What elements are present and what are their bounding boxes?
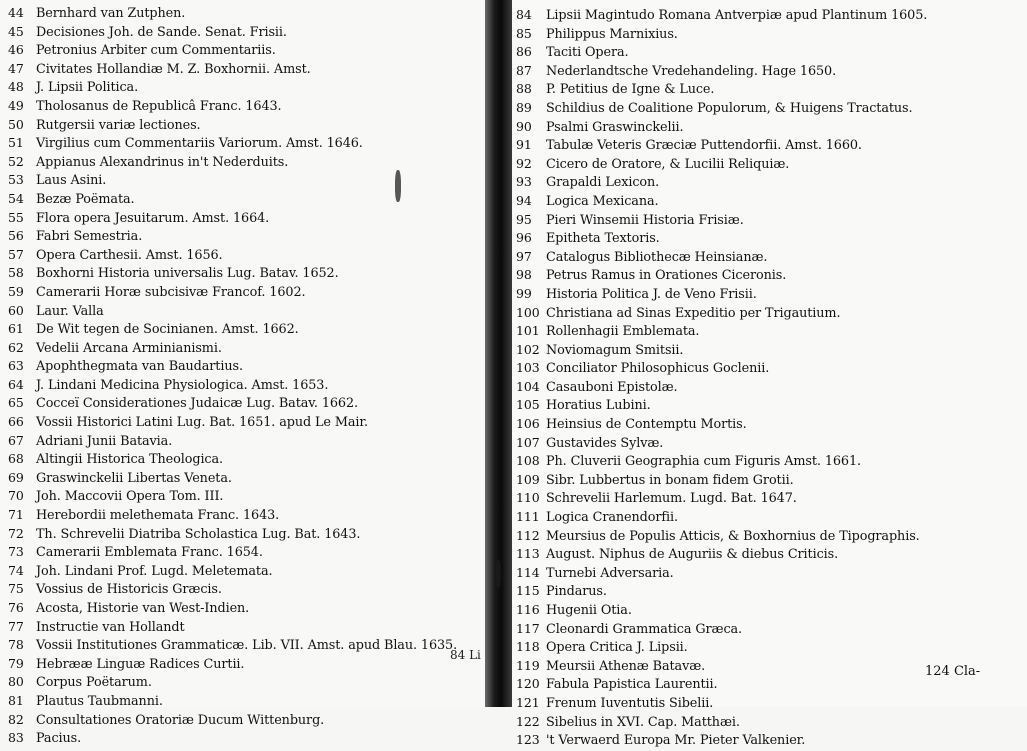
catalog-entry <box>516 25 1021 44</box>
catalog-entry <box>8 394 478 413</box>
entry-title: 't Verwaerd Europa Mr. Pieter Valkenier. <box>546 733 806 749</box>
entry-number: 88 <box>516 81 532 97</box>
entry-title: Vossii Historici Latini Lug. Bat. 1651. apud Le Mair. <box>36 415 368 431</box>
entry-title: Cocceï Considerationes Judaicæ Lug. Batav. 1662. <box>36 396 358 412</box>
catalog-entry <box>516 341 1021 360</box>
entry-number: 97 <box>516 248 532 264</box>
entry-title: J. Lipsii Politica. <box>36 80 139 96</box>
entry-number: 81 <box>8 692 24 708</box>
catalog-entry <box>516 396 1021 415</box>
catalog-entry <box>516 545 1021 564</box>
entry-title: Schrevelii Harlemum. Lugd. Bat. 1647. <box>546 491 797 507</box>
entry-number: 122 <box>516 713 540 729</box>
catalog-entry <box>8 673 478 692</box>
left-catchword: 84 Li <box>450 648 481 662</box>
catalog-entry <box>516 434 1021 453</box>
catalog-entry <box>516 359 1021 378</box>
entry-title: Sibelius in XVI. Cap. Matthæi. <box>546 714 740 730</box>
entry-title: Opera Critica J. Lipsii. <box>546 640 688 656</box>
entry-title: Opera Carthesii. Amst. 1656. <box>36 247 223 263</box>
entry-number: 76 <box>8 600 24 615</box>
entry-title: Catalogus Bibliothecæ Heinsianæ. <box>546 249 768 265</box>
entry-number: 93 <box>516 174 532 190</box>
entry-title: Instructie van Hollandt <box>36 619 185 635</box>
catalog-entry <box>516 322 1021 341</box>
entry-number: 114 <box>516 564 540 580</box>
right-entry-list <box>516 6 1021 750</box>
entry-number: 70 <box>8 488 24 504</box>
catalog-entry <box>516 136 1021 155</box>
catalog-entry <box>8 4 478 23</box>
catalog-entry <box>8 339 478 358</box>
catalog-entry <box>516 582 1021 601</box>
entry-number: 120 <box>516 676 540 692</box>
entry-title: Historia Politica J. de Veno Frisii. <box>546 286 757 302</box>
entry-number: 78 <box>8 637 24 653</box>
catalog-entry <box>8 23 478 42</box>
entry-number: 98 <box>516 267 532 283</box>
entry-title: Altingii Historica Theologica. <box>36 452 223 468</box>
entry-title: Hebrææ Linguæ Radices Curtii. <box>36 656 245 672</box>
entry-title: Appianus Alexandrinus in't Nederduits. <box>36 154 289 170</box>
entry-title: Sibr. Lubbertus in bonam fidem Grotii. <box>546 472 794 488</box>
entry-title: Tabulæ Veteris Græciæ Puttendorfii. Amst. 1660. <box>546 138 862 154</box>
entry-title: Laus Asini. <box>36 173 107 189</box>
entry-title: Decisiones Joh. de Sande. Senat. Frisii. <box>36 24 287 40</box>
entry-number: 101 <box>516 323 540 339</box>
catalog-entry <box>8 692 478 711</box>
entry-title: Laur. Valla <box>36 303 104 319</box>
entry-number: 111 <box>516 509 540 525</box>
entry-number: 95 <box>516 211 532 227</box>
entry-number: 54 <box>8 190 24 206</box>
entry-number: 89 <box>516 99 532 115</box>
entry-title: Joh. Maccovii Opera Tom. III. <box>36 489 224 505</box>
catalog-entry <box>8 78 478 97</box>
entry-number: 87 <box>516 62 532 78</box>
catalog-entry <box>516 173 1021 192</box>
entry-title: Petrus Ramus in Orationes Ciceronis. <box>546 268 787 284</box>
catalog-entry <box>516 508 1021 527</box>
entry-title: P. Petitius de Igne & Luce. <box>546 82 715 98</box>
catalog-entry <box>8 562 478 581</box>
catalog-entry <box>8 283 478 302</box>
entry-title: Frenum Iuventutis Sibelii. <box>546 695 714 711</box>
entry-title: Bezæ Poëmata. <box>36 191 135 207</box>
catalog-entry <box>8 525 478 544</box>
entry-title: Lipsii Magintudo Romana Antverpiæ apud Plantinum 1605. <box>546 8 928 23</box>
entry-title: August. Niphus de Auguriis & diebus Criticis. <box>546 547 839 563</box>
entry-number: 85 <box>516 25 532 41</box>
entry-number: 102 <box>516 341 540 357</box>
entry-number: 106 <box>516 416 540 432</box>
book-gutter <box>485 0 512 707</box>
catalog-entry <box>516 638 1021 657</box>
catalog-entry <box>516 211 1021 230</box>
right-page <box>512 0 1027 749</box>
catalog-entry <box>8 264 478 283</box>
catalog-entry <box>8 41 478 60</box>
entry-number: 115 <box>516 583 540 599</box>
right-catchword: 124 Cla- <box>925 664 981 679</box>
catalog-entry <box>516 527 1021 546</box>
entry-title: Conciliator Philosophicus Goclenii. <box>546 361 770 377</box>
entry-number: 117 <box>516 620 540 636</box>
entry-number: 48 <box>8 79 24 95</box>
entry-title: Rollenhagii Emblemata. <box>546 324 700 340</box>
entry-number: 44 <box>8 5 24 20</box>
entry-number: 112 <box>516 527 540 543</box>
entry-number: 110 <box>516 490 540 506</box>
entry-number: 105 <box>516 397 540 413</box>
entry-number: 73 <box>8 544 24 560</box>
entry-number: 49 <box>8 97 24 113</box>
catalog-entry <box>516 62 1021 81</box>
entry-number: 47 <box>8 60 24 76</box>
ink-smudge <box>496 560 501 588</box>
entry-number: 83 <box>8 730 24 746</box>
entry-number: 50 <box>8 116 24 132</box>
entry-title: Camerarii Emblemata Franc. 1654. <box>36 545 263 561</box>
catalog-entry <box>8 413 478 432</box>
entry-title: Flora opera Jesuitarum. Amst. 1664. <box>36 210 270 226</box>
entry-title: Camerarii Horæ subcisivæ Francof. 1602. <box>36 284 306 300</box>
entry-title: Corpus Poëtarum. <box>36 675 152 691</box>
catalog-entry <box>516 118 1021 137</box>
entry-number: 57 <box>8 246 24 262</box>
entry-number: 74 <box>8 562 24 578</box>
catalog-entry <box>8 97 478 116</box>
entry-title: Heinsius de Contemptu Mortis. <box>546 417 747 433</box>
catalog-entry <box>8 116 478 135</box>
entry-title: Virgilius cum Commentariis Variorum. Amst. 1646. <box>36 136 363 152</box>
entry-number: 51 <box>8 135 24 151</box>
entry-number: 91 <box>516 137 532 153</box>
catalog-entry <box>8 543 478 562</box>
entry-title: Vedelii Arcana Arminianismi. <box>36 340 222 356</box>
catalog-entry <box>516 378 1021 397</box>
entry-title: Vossius de Historicis Græcis. <box>36 582 222 598</box>
entry-number: 107 <box>516 434 540 450</box>
entry-number: 84 <box>516 7 532 22</box>
entry-title: Gustavides Sylvæ. <box>546 435 664 451</box>
entry-title: Plautus Taubmanni. <box>36 693 163 709</box>
entry-title: Acosta, Historie van West-Indien. <box>36 601 250 616</box>
catalog-entry <box>8 153 478 172</box>
entry-number: 66 <box>8 414 24 430</box>
catalog-entry <box>516 564 1021 583</box>
entry-title: Hugenii Otia. <box>546 603 632 618</box>
entry-title: Bernhard van Zutphen. <box>36 6 186 21</box>
entry-number: 86 <box>516 44 532 60</box>
entry-number: 113 <box>516 546 540 562</box>
entry-number: 79 <box>8 655 24 671</box>
catalog-entry <box>8 580 478 599</box>
ink-smudge <box>395 170 401 202</box>
catalog-entry <box>516 80 1021 99</box>
catalog-entry <box>8 711 478 730</box>
entry-title: Casauboni Epistolæ. <box>546 379 678 395</box>
catalog-entry <box>8 432 478 451</box>
entry-title: Cicero de Oratore, & Lucilii Reliquiæ. <box>546 156 790 172</box>
entry-title: J. Lindani Medicina Physiologica. Amst. 1653. <box>36 377 329 393</box>
catalog-entry <box>516 266 1021 285</box>
entry-title: Boxhorni Historia universalis Lug. Batav. 1652. <box>36 266 339 282</box>
entry-number: 77 <box>8 618 24 634</box>
catalog-entry <box>8 729 478 748</box>
entry-title: Consultationes Oratoriæ Ducum Wittenburg. <box>36 712 325 728</box>
entry-title: Cleonardi Grammatica Græca. <box>546 621 743 637</box>
entry-number: 90 <box>516 118 532 134</box>
entry-number: 64 <box>8 376 24 392</box>
entry-title: Fabula Papistica Laurentii. <box>546 677 718 693</box>
entry-number: 62 <box>8 339 24 355</box>
catalog-entry <box>8 246 478 265</box>
entry-title: Tholosanus de Republicâ Franc. 1643. <box>36 98 282 114</box>
entry-number: 119 <box>516 657 540 673</box>
entry-number: 72 <box>8 525 24 541</box>
entry-title: Herebordii melethemata Franc. 1643. <box>36 508 280 524</box>
entry-title: Meursius de Populis Atticis, & Boxhornius de Tipographis. <box>546 528 920 544</box>
entry-title: Apophthegmata van Baudartius. <box>36 359 243 375</box>
entry-number: 59 <box>8 283 24 299</box>
entry-number: 63 <box>8 358 24 374</box>
entry-number: 109 <box>516 471 540 487</box>
catalog-entry <box>8 227 478 246</box>
entry-title: Graswinckelii Libertas Veneta. <box>36 470 232 486</box>
left-page <box>0 0 485 747</box>
entry-number: 82 <box>8 711 24 727</box>
entry-title: Pacius. <box>36 731 82 747</box>
catalog-entry <box>516 452 1021 471</box>
catalog-entry <box>516 43 1021 62</box>
entry-title: Horatius Lubini. <box>546 398 651 414</box>
catalog-entry <box>516 713 1021 732</box>
entry-number: 45 <box>8 23 24 39</box>
catalog-entry <box>516 415 1021 434</box>
catalog-entry <box>8 171 478 190</box>
entry-number: 46 <box>8 42 24 58</box>
catalog-entry <box>516 229 1021 248</box>
entry-number: 94 <box>516 192 532 208</box>
catalog-entry <box>8 636 478 655</box>
entry-title: De Wit tegen de Socinianen. Amst. 1662. <box>36 322 299 338</box>
entry-number: 53 <box>8 172 24 188</box>
entry-title: Adriani Junii Batavia. <box>36 433 173 449</box>
catalog-entry <box>516 489 1021 508</box>
entry-title: Logica Cranendorfii. <box>546 510 678 526</box>
entry-number: 69 <box>8 469 24 485</box>
catalog-entry <box>8 320 478 339</box>
catalog-entry <box>8 209 478 228</box>
catalog-entry <box>8 357 478 376</box>
catalog-entry <box>8 599 478 618</box>
entry-title: Logica Mexicana. <box>546 193 659 209</box>
catalog-entry <box>8 487 478 506</box>
entry-title: Grapaldi Lexicon. <box>546 175 660 191</box>
entry-number: 52 <box>8 153 24 169</box>
entry-number: 58 <box>8 265 24 281</box>
entry-title: Philippus Marnixius. <box>546 26 678 42</box>
catalog-entry <box>8 60 478 79</box>
catalog-entry <box>516 248 1021 267</box>
entry-title: Schildius de Coalitione Populorum, & Huigens Tractatus. <box>546 100 913 116</box>
entry-number: 108 <box>516 453 540 469</box>
entry-title: Th. Schrevelii Diatriba Scholastica Lug. Bat. 1643. <box>36 526 361 542</box>
catalog-entry <box>8 506 478 525</box>
catalog-entry <box>516 620 1021 639</box>
entry-title: Epitheta Textoris. <box>546 231 660 247</box>
entry-number: 123 <box>516 732 540 748</box>
entry-number: 104 <box>516 378 540 394</box>
catalog-entry <box>516 731 1021 750</box>
entry-title: Joh. Lindani Prof. Lugd. Meletemata. <box>36 563 273 579</box>
entry-number: 56 <box>8 228 24 244</box>
catalog-entry <box>8 469 478 488</box>
catalog-entry <box>516 99 1021 118</box>
catalog-entry <box>516 285 1021 304</box>
entry-title: Civitates Hollandiæ M. Z. Boxhornii. Amst. <box>36 61 311 77</box>
catalog-entry <box>8 376 478 395</box>
entry-number: 80 <box>8 674 24 690</box>
entry-title: Pindarus. <box>546 584 607 600</box>
entry-number: 96 <box>516 230 532 246</box>
entry-number: 118 <box>516 639 540 655</box>
entry-title: Nederlandtsche Vredehandeling. Hage 1650. <box>546 63 837 79</box>
entry-number: 55 <box>8 209 24 225</box>
entry-number: 92 <box>516 155 532 171</box>
entry-title: Rutgersii variæ lectiones. <box>36 117 201 133</box>
catalog-entry <box>8 134 478 153</box>
entry-number: 116 <box>516 602 540 617</box>
entry-title: Turnebi Adversaria. <box>546 565 674 581</box>
entry-title: Noviomagum Smitsii. <box>546 342 684 358</box>
entry-title: Ph. Cluverii Geographia cum Figuris Amst. 1661. <box>546 454 861 470</box>
entry-number: 121 <box>516 694 540 710</box>
entry-title: Christiana ad Sinas Expeditio per Trigautium. <box>546 305 841 321</box>
entry-title: Meursii Athenæ Batavæ. <box>546 658 706 674</box>
catalog-entry <box>8 302 478 321</box>
entry-number: 61 <box>8 321 24 337</box>
entry-number: 103 <box>516 360 540 376</box>
catalog-entry <box>8 190 478 209</box>
catalog-entry <box>8 618 478 637</box>
entry-number: 75 <box>8 581 24 597</box>
catalog-entry <box>516 155 1021 174</box>
entry-number: 100 <box>516 304 540 320</box>
catalog-entry <box>516 6 1021 25</box>
catalog-entry <box>8 450 478 469</box>
catalog-entry <box>516 304 1021 323</box>
entry-title: Petronius Arbiter cum Commentariis. <box>36 43 276 59</box>
catalog-entry <box>516 471 1021 490</box>
entry-number: 67 <box>8 432 24 448</box>
entry-title: Vossii Institutiones Grammaticæ. Lib. VII. Amst. apud Blau. 1635. <box>36 638 458 654</box>
left-entry-list <box>8 4 478 748</box>
entry-title: Taciti Opera. <box>546 45 629 61</box>
entry-number: 71 <box>8 507 24 523</box>
entry-title: Pieri Winsemii Historia Frisiæ. <box>546 212 744 228</box>
entry-title: Fabri Semestria. <box>36 229 143 245</box>
entry-number: 60 <box>8 302 24 318</box>
catalog-entry <box>8 655 478 674</box>
catalog-entry <box>516 694 1021 713</box>
catalog-entry <box>516 192 1021 211</box>
entry-number: 99 <box>516 285 532 301</box>
entry-number: 65 <box>8 395 24 411</box>
entry-number: 68 <box>8 451 24 467</box>
catalog-entry <box>516 601 1021 620</box>
entry-title: Psalmi Graswinckelii. <box>546 119 684 135</box>
